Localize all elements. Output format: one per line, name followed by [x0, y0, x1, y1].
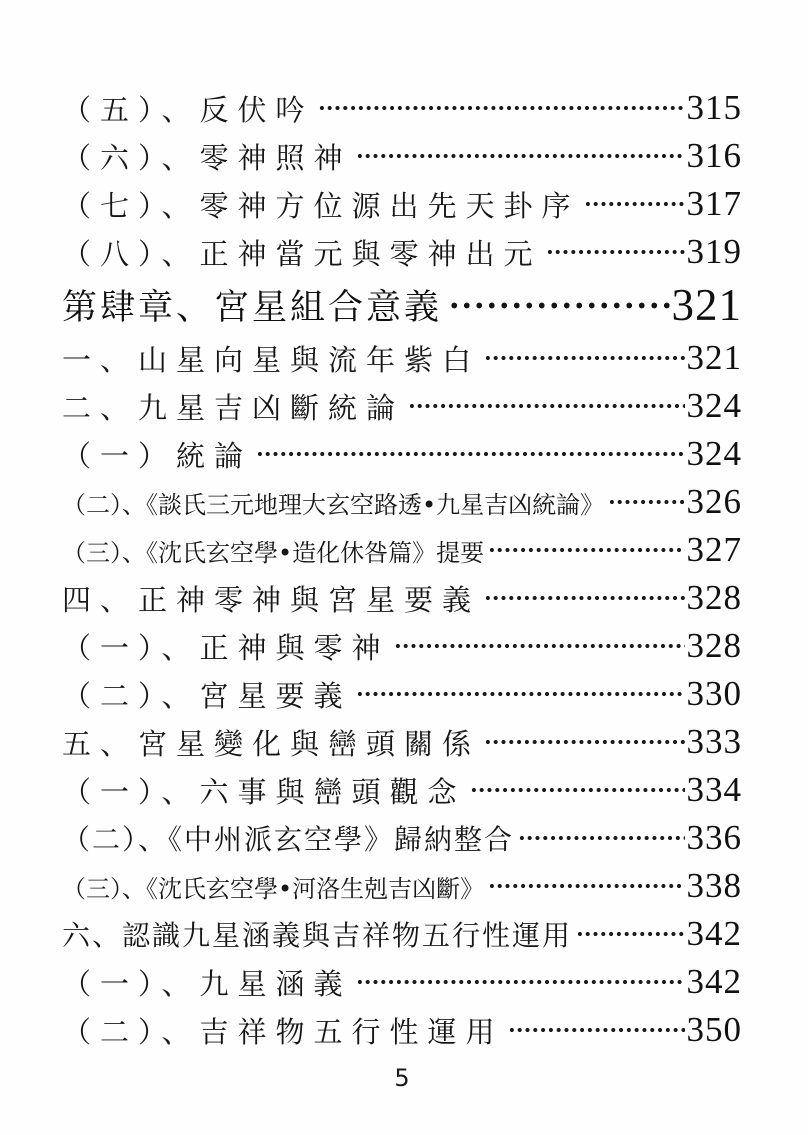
- toc-entry: [62, 526, 742, 574]
- toc-entry-label: （三）、《沈氏玄空學•造化休咎篇》提要: [62, 538, 485, 567]
- toc-entry: [62, 382, 742, 430]
- toc-entry-page: 317: [686, 184, 742, 223]
- toc-entry: [62, 430, 742, 478]
- toc-entry-label: （二）、宮星要義: [62, 678, 352, 713]
- dot-leader: [608, 497, 684, 507]
- dot-leader: [484, 737, 684, 747]
- toc-entry: [62, 958, 742, 1006]
- toc-entry: [62, 574, 742, 622]
- dot-leader: [508, 1025, 685, 1035]
- page-number: 5: [394, 1064, 410, 1092]
- dot-leader: [484, 593, 684, 603]
- toc-entry-label: （八）、正神當元與零神出元: [62, 236, 542, 271]
- toc-entry: [62, 228, 742, 276]
- dot-leader: [576, 929, 684, 939]
- toc-entry-page: 319: [686, 232, 742, 271]
- toc-entry-page: 334: [686, 770, 742, 809]
- dot-leader: [484, 353, 684, 363]
- toc-entry-page: 327: [686, 530, 742, 569]
- dot-leader: [318, 103, 685, 113]
- toc-entry-label: （二）、吉祥物五行性運用: [62, 1014, 504, 1049]
- dot-leader: [448, 299, 669, 312]
- toc-list: [62, 84, 742, 1054]
- dot-leader: [488, 881, 684, 891]
- toc-entry: [62, 84, 742, 132]
- toc-entry-page: 321: [686, 338, 742, 377]
- dot-leader: [518, 833, 684, 843]
- toc-entry-page: 333: [686, 722, 742, 761]
- toc-entry-label: （五）、反伏吟: [62, 92, 314, 127]
- toc-entry: [62, 814, 742, 862]
- dot-leader: [256, 449, 684, 459]
- dot-leader: [408, 401, 684, 411]
- dot-leader: [356, 977, 685, 987]
- toc-entry-page: 324: [686, 434, 742, 473]
- toc-entry-label: 第肆章、宮星組合意義: [62, 288, 443, 328]
- toc-entry: [62, 132, 742, 180]
- toc-entry: [62, 622, 742, 670]
- toc-entry: [62, 862, 742, 910]
- toc-entry: [62, 180, 742, 228]
- toc-entry-page: 328: [686, 626, 742, 665]
- toc-entry-label: （一）、九星涵義: [62, 966, 352, 1001]
- toc-entry: [62, 670, 742, 718]
- toc-entry-page: 342: [686, 962, 742, 1001]
- toc-entry-label: （一）、正神與零神: [62, 630, 390, 665]
- dot-leader: [356, 151, 685, 161]
- toc-entry: [62, 718, 742, 766]
- dot-leader: [356, 689, 685, 699]
- dot-leader: [546, 247, 685, 257]
- toc-entry-page: 338: [686, 866, 742, 905]
- toc-entry-page: 324: [686, 386, 742, 425]
- toc-entry-label: 二、九星吉凶斷統論: [62, 390, 405, 425]
- toc-entry-label: （七）、零神方位源出先天卦序: [62, 188, 580, 223]
- toc-entry-label: （一）統論: [62, 438, 253, 473]
- toc-entry-label: 五、宮星變化與巒頭關係: [62, 726, 481, 761]
- toc-entry-page: 315: [686, 88, 742, 127]
- toc-entry-label: （二）、《談氏三元地理大玄空路透•九星吉凶統論》: [62, 490, 605, 519]
- toc-entry: [62, 276, 742, 334]
- toc-entry-page: 350: [686, 1010, 742, 1049]
- toc-entry: [62, 766, 742, 814]
- toc-entry-page: 328: [686, 578, 742, 617]
- toc-entry-page: 336: [686, 818, 742, 857]
- dot-leader: [584, 199, 685, 209]
- toc-entry-label: （三）、《沈氏玄空學•河洛生剋吉凶斷》: [62, 874, 485, 903]
- toc-entry: [62, 910, 742, 958]
- toc-entry-page: 330: [686, 674, 742, 713]
- toc-entry-page: 342: [686, 914, 742, 953]
- toc-entry: [62, 1006, 742, 1054]
- dot-leader: [470, 785, 685, 795]
- toc-entry: [62, 478, 742, 526]
- toc-entry: [62, 334, 742, 382]
- toc-entry-page: 316: [686, 136, 742, 175]
- toc-entry-label: （二）、《中州派玄空學》歸納整合: [62, 823, 515, 856]
- toc-entry-page: 321: [671, 280, 742, 330]
- dot-leader: [488, 545, 684, 555]
- toc-entry-page: 326: [686, 482, 742, 521]
- toc-entry-label: 四、正神零神與宮星要義: [62, 582, 481, 617]
- toc-entry-label: 六、認識九星涵義與吉祥物五行性運用: [62, 919, 573, 952]
- toc-entry-label: （一）、六事與巒頭觀念: [62, 774, 466, 809]
- toc-entry-label: （六）、零神照神: [62, 140, 352, 175]
- dot-leader: [394, 641, 685, 651]
- toc-entry-label: 一、山星向星與流年紫白: [62, 342, 481, 377]
